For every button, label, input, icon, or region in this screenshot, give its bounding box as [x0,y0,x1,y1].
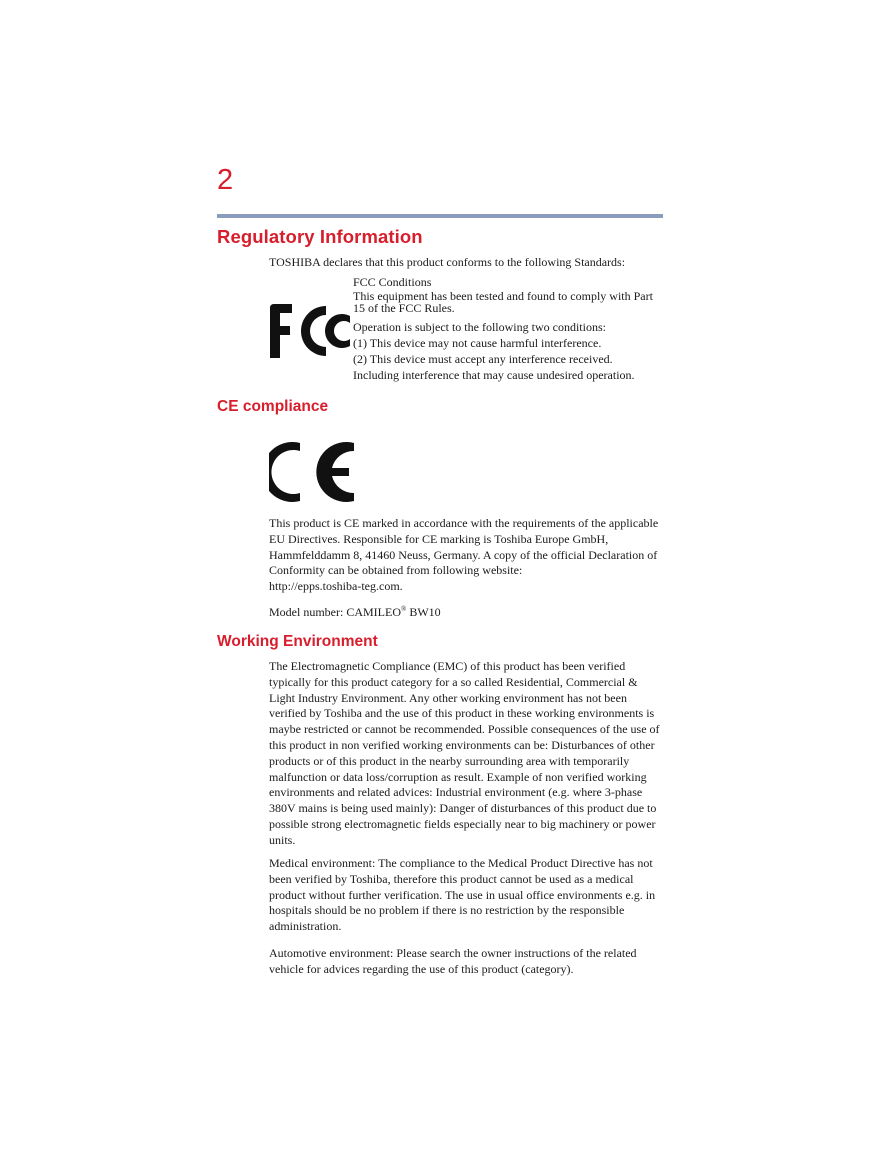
fcc-logo-icon [268,302,352,360]
ce-mark-icon [269,441,355,503]
page-number: 2 [217,164,234,196]
working-paragraph-3: Automotive environment: Please search the owner instructions of the related vehicle for advices regarding the use of this product (category). [269,946,637,976]
working-paragraph-1: The Electromagnetic Compliance (EMC) of this product has been verified typically for this product category for a so called Residential, Commercial & Light Industry Environment. Any other working environment has not been verified by Toshiba and the use of this product in these working environments is maybe restricted or cannot be recommended. Possible consequences of the use of this product in non verified working environments can be: Disturbances of other products or of this product in the nearby surrounding area with temporarily malfunction or data loss/corruption as result. Example of non verified working environments and related advices: Industrial environment (e.g. where 3-phase 380V mains is being used mainly): Danger of disturbances of this product due to possible strong electromagnetic fields especially near to big machinery or power units. [269,659,660,847]
fcc-line-3: Operation is subject to the following two conditions: [353,320,606,334]
ce-heading: CE compliance [217,398,329,415]
intro-text: TOSHIBA declares that this product conforms to the following Standards: [269,255,626,269]
fcc-line-1: This equipment has been tested and found to comply with Part [353,289,653,303]
header-rule [217,214,663,218]
working-heading: Working Environment [217,633,378,650]
fcc-line-6: Including interference that may cause undesired operation. [353,368,635,382]
model-suffix: BW10 [406,605,441,619]
fcc-line-4: (1) This device may not cause harmful interference. [353,336,602,350]
fcc-line-2: 15 of the FCC Rules. [353,301,455,315]
page-title: Regulatory Information [217,226,423,247]
registered-mark: ® [400,605,407,613]
fcc-title: FCC Conditions [353,275,432,289]
ce-paragraph: This product is CE marked in accordance with the requirements of the applicable EU Directives. Responsible for CE marking is Toshiba Europe GmbH, Hammfelddamm 8, 41460 Neuss, Germany. A copy of the official Declaration of Conformity can be obtained from following website: [269,516,659,578]
ce-url: http://epps.toshiba-teg.com. [269,579,403,593]
working-paragraph-2: Medical environment: The compliance to the Medical Product Directive has not been verified by Toshiba, therefore this product cannot be used as a medical product without further verification. The use in usual office environments e.g. in hospitals should be no problem if there is no restriction by the responsible administration. [269,856,656,934]
model-label: Model number: CAMILEO [269,605,401,619]
fcc-line-5: (2) This device must accept any interference received. [353,352,613,366]
model-number [269,602,663,621]
